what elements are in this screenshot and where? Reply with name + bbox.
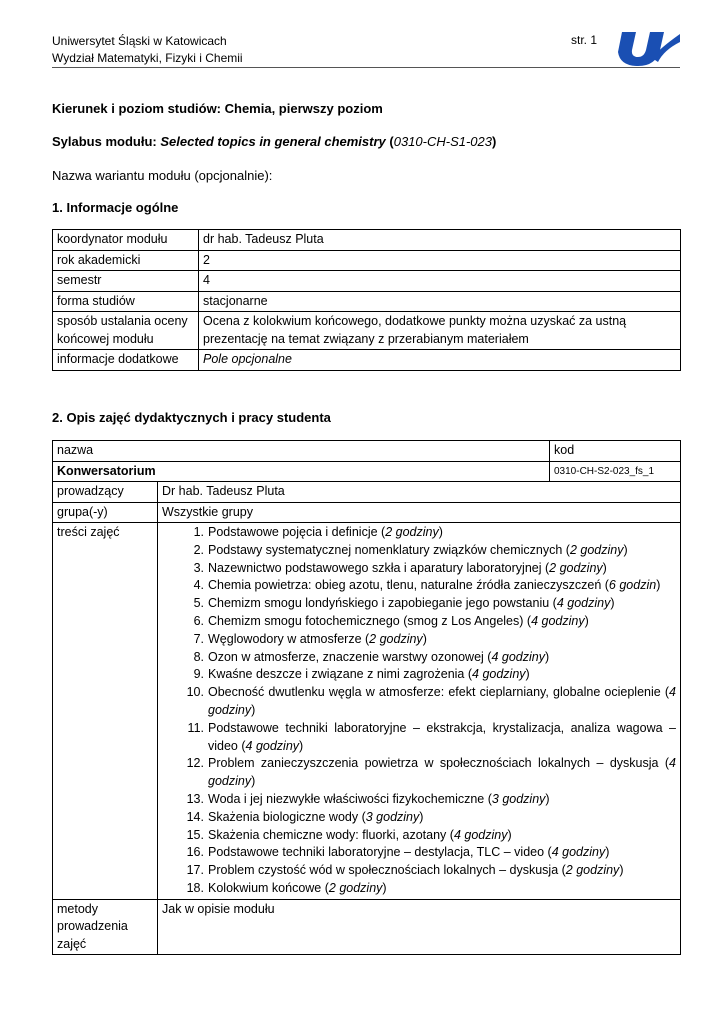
topic-duration: 4 godziny xyxy=(208,756,676,789)
syllabus-module-name: Selected topics in general chemistry xyxy=(160,134,386,149)
topic-duration: 4 godziny xyxy=(551,845,606,860)
table-row xyxy=(53,502,681,523)
table-row xyxy=(53,899,681,955)
list-item xyxy=(193,524,676,542)
topic-text: Chemizm smogu fotochemicznego (smog z Los Angeles) ( xyxy=(208,613,532,628)
topic-number: 5. xyxy=(193,596,204,611)
topic-number: 15. xyxy=(186,827,204,842)
topic-number: 2. xyxy=(193,542,204,557)
topic-end: ) xyxy=(584,613,589,628)
list-item xyxy=(193,666,676,684)
row-value: 2 xyxy=(199,250,681,271)
content-label: treści zajęć xyxy=(53,523,158,900)
table-row xyxy=(53,523,681,900)
topic-text: Podstawowe pojęcia i definicje ( xyxy=(208,525,386,539)
topic-number: 18. xyxy=(186,880,204,895)
topic-number: 10. xyxy=(186,685,204,700)
class-name: Konwersatorium xyxy=(53,461,550,482)
topic-text: Woda i jej niezwykłe właściwości fizykochemiczne ( xyxy=(208,791,492,806)
topic-text: Obecność dwutlenku węgla w atmosferze: efekt cieplarniany, globalne ocieplenie ( xyxy=(208,685,670,700)
topic-number: 12. xyxy=(186,756,204,771)
syllabus-title xyxy=(52,134,496,149)
row-value: dr hab. Tadeusz Pluta xyxy=(199,230,681,251)
header-divider xyxy=(52,67,680,68)
topic-number: 9. xyxy=(193,667,204,682)
groups-value: Wszystkie grupy xyxy=(158,502,681,523)
table-row xyxy=(53,441,681,462)
table-row xyxy=(53,250,681,271)
list-item xyxy=(186,755,676,791)
topic-text: Podstawowe techniki laboratoryjne – ekstrakcja, krystalizacja, analiza wagowa – video ( xyxy=(208,720,676,753)
list-item xyxy=(193,560,676,578)
us-logo-icon xyxy=(612,28,682,68)
topic-text: Węglowodory w atmosferze ( xyxy=(208,631,370,646)
topic-end: ) xyxy=(619,863,624,878)
list-item xyxy=(186,880,676,898)
variant-label: Nazwa wariantu modułu (opcjonalnie): xyxy=(52,168,273,183)
methods-label: metody prowadzenia zajęć xyxy=(53,899,158,955)
syllabus-paren-open: ( xyxy=(385,134,394,149)
name-header: nazwa xyxy=(53,441,550,462)
topic-text: Kwaśne deszcze i związane z nimi zagrożenia ( xyxy=(208,667,473,682)
instructor-label: prowadzący xyxy=(53,482,158,503)
list-item xyxy=(187,720,676,756)
topic-duration: 4 godziny xyxy=(472,667,526,682)
topic-number: 13. xyxy=(186,791,204,806)
list-item xyxy=(193,613,676,631)
list-item xyxy=(193,577,676,595)
row-label: sposób ustalania oceny końcowej modułu xyxy=(53,312,199,350)
row-value: Pole opcjonalne xyxy=(199,350,681,371)
topic-number: 7. xyxy=(193,631,204,646)
topic-duration: 3 godziny xyxy=(365,809,420,824)
syllabus-paren-close: ) xyxy=(492,134,497,149)
section1-title: 1. Informacje ogólne xyxy=(52,200,179,215)
topic-duration: 4 godziny xyxy=(531,613,585,628)
topic-number: 8. xyxy=(193,649,204,664)
topic-duration: 4 godziny xyxy=(556,596,611,611)
row-value: Ocena z kolokwium końcowego, dodatkowe punkty można uzyskać za ustną prezentację na temat związany z przerabianym materiałem xyxy=(199,312,681,350)
topic-text: Nazewnictwo podstawowego szkła i aparatury laboratoryjnej ( xyxy=(208,560,550,575)
table-row xyxy=(53,482,681,503)
list-item xyxy=(193,595,676,613)
topic-end: ) xyxy=(419,809,424,824)
topics-list xyxy=(162,524,676,898)
topic-number: 3. xyxy=(193,560,204,575)
row-label: rok akademicki xyxy=(53,250,199,271)
study-direction: Kierunek i poziom studiów: Chemia, pierwszy poziom xyxy=(52,101,383,116)
topic-end: ) xyxy=(422,631,427,646)
topic-duration: 4 godziny xyxy=(453,827,508,842)
section2-title: 2. Opis zajęć dydaktycznych i pracy studenta xyxy=(52,410,331,425)
topic-text: Podstawowe techniki laboratoryjne – destylacja, TLC – video ( xyxy=(208,845,552,860)
topic-text: Kolokwium końcowe ( xyxy=(208,880,329,895)
list-item xyxy=(193,542,676,560)
row-label: koordynator modułu xyxy=(53,230,199,251)
syllabus-code: 0310-CH-S1-023 xyxy=(393,134,492,149)
topic-text: Chemizm smogu londyńskiego i zapobieganie jego powstaniu ( xyxy=(208,596,557,611)
topic-end: ) xyxy=(438,525,443,539)
topic-number: 4. xyxy=(193,578,204,593)
topic-text: Skażenia biologiczne wody ( xyxy=(208,809,366,824)
methods-value: Jak w opisie modułu xyxy=(158,899,681,955)
topic-duration: 4 godziny xyxy=(208,685,676,717)
list-item xyxy=(193,631,676,649)
topic-duration: 2 godziny xyxy=(565,863,620,878)
table-row xyxy=(53,312,681,350)
faculty-name: Wydział Matematyki, Fizyki i Chemii xyxy=(52,51,243,65)
topic-number: 17. xyxy=(186,863,204,878)
content-value xyxy=(158,523,681,900)
classes-table xyxy=(52,440,681,955)
topic-text: Chemia powietrza: obieg azotu, tlenu, naturalne źródła zanieczyszczeń ( xyxy=(208,578,609,593)
topic-duration: 2 godziny xyxy=(569,542,624,557)
list-item xyxy=(186,809,676,827)
topic-end: ) xyxy=(623,542,628,557)
topic-number: 6. xyxy=(193,613,204,628)
topic-number: 1. xyxy=(193,525,204,539)
general-info-table xyxy=(52,229,681,371)
topic-end: ) xyxy=(610,596,615,611)
topic-end: ) xyxy=(251,774,256,789)
row-label: informacje dodatkowe xyxy=(53,350,199,371)
topic-end: ) xyxy=(382,880,387,895)
topic-duration: 6 godzin xyxy=(608,578,657,593)
page-number: str. 1 xyxy=(571,33,598,47)
list-item xyxy=(186,791,676,809)
topic-end: ) xyxy=(525,667,530,682)
topic-end: ) xyxy=(251,702,256,717)
topic-end: ) xyxy=(507,827,512,842)
instructor-value: Dr hab. Tadeusz Pluta xyxy=(158,482,681,503)
topic-end: ) xyxy=(545,791,550,806)
row-label: forma studiów xyxy=(53,291,199,312)
page-header xyxy=(52,33,243,67)
list-item xyxy=(186,844,676,862)
table-row xyxy=(53,271,681,292)
topic-duration: 4 godziny xyxy=(491,649,545,664)
syllabus-prefix: Sylabus modułu: xyxy=(52,134,161,149)
topic-duration: 4 godziny xyxy=(245,738,300,753)
topic-number: 11. xyxy=(187,720,204,735)
topic-text: Problem czystość wód w społecznościach lokalnych – dyskusja ( xyxy=(208,863,566,878)
topic-number: 14. xyxy=(186,809,204,824)
topic-text: Skażenia chemiczne wody: fluorki, azotany ( xyxy=(208,827,454,842)
topic-text: Ozon w atmosferze, znaczenie warstwy ozonowej ( xyxy=(208,649,492,664)
topic-number: 16. xyxy=(186,845,204,860)
row-label: semestr xyxy=(53,271,199,292)
groups-label: grupa(-y) xyxy=(53,502,158,523)
class-code: 0310-CH-S2-023_fs_1 xyxy=(550,461,681,482)
list-item xyxy=(193,649,676,667)
topic-end: ) xyxy=(544,649,550,664)
topic-duration: 3 godziny xyxy=(491,791,546,806)
topic-end: ) xyxy=(605,845,610,860)
list-item xyxy=(186,684,676,720)
topic-duration: 2 godziny xyxy=(369,631,423,646)
topic-end: ) xyxy=(299,738,304,753)
topic-duration: 2 godziny xyxy=(328,880,383,895)
university-name: Uniwersytet Śląski w Katowicach xyxy=(52,34,227,48)
topic-duration: 2 godziny xyxy=(385,525,439,539)
row-value: 4 xyxy=(199,271,681,292)
table-row xyxy=(53,291,681,312)
topic-end: ) xyxy=(656,578,661,593)
topic-duration: 2 godziny xyxy=(549,560,603,575)
topic-text: Problem zanieczyszczenia powietrza w społecznościach lokalnych – dyskusja ( xyxy=(208,756,670,771)
topic-text: Podstawy systematycznej nomenklatury związków chemicznych ( xyxy=(208,542,570,557)
table-row xyxy=(53,350,681,371)
code-header: kod xyxy=(550,441,681,462)
topic-end: ) xyxy=(602,560,607,575)
list-item xyxy=(186,827,676,845)
table-row xyxy=(53,461,681,482)
list-item xyxy=(186,862,676,880)
table-row xyxy=(53,230,681,251)
row-value: stacjonarne xyxy=(199,291,681,312)
